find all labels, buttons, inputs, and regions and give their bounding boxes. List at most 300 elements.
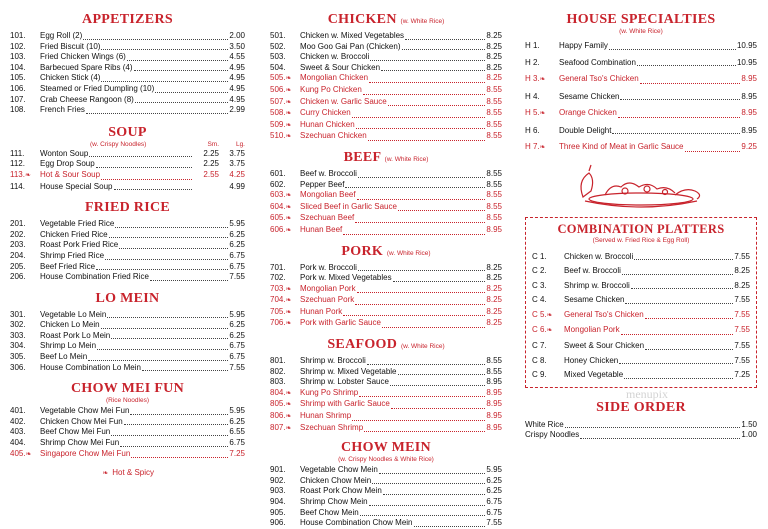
menu-item	[270, 63, 502, 74]
item-number: 102.	[10, 41, 26, 51]
item-number-text: 506.	[270, 84, 286, 94]
item-name: Three Kind of Meat in Garlic Sauce	[559, 142, 684, 151]
menu-item	[532, 279, 750, 294]
menu-item	[10, 406, 245, 417]
item-name: Egg Drop Soup	[40, 159, 95, 169]
item-price: 7.55	[229, 272, 245, 282]
item-name: Seafood Combination	[559, 57, 636, 67]
item-price-large: 3.75	[229, 159, 245, 169]
pork-subtitle: (w. White Rice)	[386, 249, 431, 257]
dot-leader	[405, 31, 485, 40]
item-number: H 6.	[525, 125, 540, 135]
item-price-small: 2.25	[203, 148, 219, 158]
pepper-icon: ❧	[285, 75, 292, 83]
dot-leader	[369, 73, 485, 83]
dot-leader	[622, 264, 734, 275]
dot-leader	[119, 240, 228, 249]
item-name: Chicken w. Garlic Sauce	[300, 96, 387, 106]
menu-item	[532, 308, 750, 324]
menu-item	[270, 120, 502, 132]
item-number: C 2.	[532, 266, 547, 276]
item-price: 8.55	[486, 96, 502, 106]
item-number	[270, 399, 300, 411]
menu-item	[10, 427, 245, 438]
item-price: 8.55	[486, 179, 502, 189]
menu-item	[270, 180, 502, 191]
dot-leader	[83, 31, 228, 40]
dot-leader	[88, 352, 228, 361]
menu-item	[532, 264, 750, 279]
item-number	[270, 108, 300, 120]
dot-leader	[130, 406, 228, 415]
soup-small-label: Sm.	[207, 140, 219, 148]
item-number	[270, 131, 300, 143]
menu-item	[10, 182, 245, 193]
menu-item	[270, 318, 502, 330]
dot-leader	[359, 388, 485, 398]
item-number: 402.	[10, 416, 26, 426]
item-number	[270, 73, 300, 85]
dot-leader	[619, 354, 733, 365]
item-price: 8.25	[486, 262, 502, 272]
item-price: 6.55	[229, 427, 245, 437]
item-number: 103.	[10, 52, 26, 62]
item-number: 305.	[10, 352, 26, 362]
dot-leader	[124, 417, 229, 426]
item-name: Crispy Noodles	[525, 430, 580, 440]
item-name: Vegetable Chow Mein	[300, 465, 378, 475]
item-price: 8.25	[486, 295, 502, 305]
chicken-list	[270, 31, 502, 143]
pepper-icon: ❧	[285, 133, 292, 141]
menu-item	[525, 430, 757, 441]
dot-leader	[105, 251, 228, 260]
dot-leader	[355, 213, 485, 223]
chow-mein-subtitle: (w. Crispy Noodles & White Rice)	[338, 456, 434, 464]
menu-item	[270, 508, 502, 519]
item-price: 8.95	[741, 91, 757, 101]
dot-leader	[381, 63, 485, 72]
item-price: 8.25	[486, 62, 502, 72]
item-name: Moo Goo Gai Pan (Chicken)	[300, 41, 401, 51]
item-name: Beef Fried Rice	[40, 261, 96, 271]
menu-item	[270, 190, 502, 202]
dot-leader	[621, 323, 734, 335]
dot-leader	[391, 399, 486, 409]
item-name: Sliced Beef in Garlic Sauce	[300, 201, 397, 211]
item-number	[270, 411, 300, 423]
dot-leader	[114, 182, 193, 191]
menu-item	[10, 52, 245, 63]
menu-item	[525, 139, 757, 157]
menu-item	[270, 42, 502, 53]
item-name: Szechuan Pork	[300, 295, 355, 305]
item-name: Chicken w. Broccoli	[564, 251, 634, 261]
dot-leader	[357, 284, 486, 294]
item-number-text: H 7.	[525, 142, 540, 151]
item-name: Fried Chicken Wings (6)	[40, 52, 126, 62]
item-number: 205.	[10, 261, 26, 271]
item-name: Curry Chicken	[300, 108, 351, 118]
item-name: Pork w. Broccoli	[300, 262, 357, 272]
item-name: Chicken Lo Mein	[40, 320, 100, 330]
item-name: Chicken w. Mixed Vegetables	[300, 31, 405, 40]
item-price: 6.25	[229, 330, 245, 340]
pork-title-text: PORK	[341, 243, 384, 259]
item-number: H 2.	[525, 57, 540, 67]
menu-item	[10, 262, 245, 273]
item-number-text: 605.	[270, 213, 286, 223]
soup-title: SOUP	[108, 124, 147, 140]
pepper-icon: ❧	[285, 226, 292, 234]
chow-mei-fun-list	[10, 406, 245, 460]
dot-leader	[367, 356, 486, 365]
item-number: 301.	[10, 309, 26, 319]
pepper-icon: ❧	[546, 311, 553, 319]
item-name: Vegetable Fried Rice	[40, 219, 115, 229]
pork-list	[270, 263, 502, 331]
item-number-text: H 5.	[525, 108, 540, 117]
item-number	[270, 318, 300, 330]
menu-item	[270, 273, 502, 284]
item-name: Mixed Vegetable	[564, 370, 624, 380]
appetizers-list	[10, 31, 245, 116]
item-name: Vegetable Lo Mein	[40, 309, 107, 319]
item-price: 7.55	[734, 341, 750, 351]
dot-leader	[343, 307, 485, 317]
item-number	[10, 170, 40, 182]
dot-leader	[96, 159, 192, 168]
item-name: Roast Pork Fried Rice	[40, 240, 119, 250]
menu-item	[270, 295, 502, 307]
soup-large-label: Lg.	[235, 140, 245, 148]
chicken-title-text: CHICKEN	[327, 12, 397, 27]
item-name: Shrimp w. Broccoli	[564, 280, 630, 290]
item-name: House Combination Lo Mein	[40, 362, 141, 372]
item-name: Fried Biscuit (10)	[40, 41, 101, 51]
item-price: 6.75	[229, 352, 245, 362]
item-name: Beef w. Broccoli	[564, 266, 621, 276]
menu-item	[270, 399, 502, 411]
item-name: Shrimp Chow Mein	[300, 497, 368, 506]
item-price: 8.25	[486, 283, 502, 293]
menu-item	[10, 310, 245, 321]
item-name: Chicken Chow Mein	[300, 475, 372, 485]
item-number	[270, 295, 300, 307]
menu-item	[270, 411, 502, 423]
dot-leader	[155, 84, 228, 93]
item-name: French Fries	[40, 105, 85, 115]
dot-leader	[625, 293, 733, 304]
food-dishes-icon	[525, 161, 757, 211]
item-number: C 1.	[532, 251, 547, 261]
dot-leader	[358, 169, 486, 178]
item-number: 801.	[270, 356, 286, 366]
item-number-text: 405.	[10, 448, 26, 458]
menu-item	[10, 159, 245, 170]
dot-leader	[101, 320, 229, 329]
menu-item	[270, 73, 502, 85]
item-name: Beef w. Broccoli	[300, 168, 357, 178]
menu-item	[270, 85, 502, 97]
pepper-icon: ❧	[102, 470, 109, 478]
item-name: Shrimp Fried Rice	[40, 250, 105, 260]
item-name: Beef Chow Mei Fun	[40, 427, 111, 437]
menu-item	[10, 320, 245, 331]
item-number: 304.	[10, 341, 26, 351]
item-price: 7.55	[229, 362, 245, 372]
dot-leader	[645, 308, 734, 320]
item-price-large: 4.25	[229, 169, 245, 179]
dot-leader	[645, 339, 733, 350]
item-name: Hunan Pork	[300, 306, 343, 316]
item-name: Sweet & Sour Chicken	[564, 341, 645, 351]
item-name: House Combination Fried Rice	[40, 272, 149, 282]
item-price: 8.25	[486, 52, 502, 62]
menu-item	[270, 518, 502, 529]
item-price: 7.55	[734, 325, 750, 335]
item-name: Mongolian Pork	[300, 283, 356, 293]
item-number: 803.	[270, 377, 286, 387]
item-name: Szechuan Shrimp	[300, 422, 364, 432]
item-price: 8.25	[486, 31, 502, 40]
item-price: 5.95	[229, 406, 245, 416]
item-number: 404.	[10, 438, 26, 448]
item-number-text: 804.	[270, 387, 286, 397]
dot-leader	[345, 180, 485, 189]
item-price: 8.55	[486, 356, 502, 366]
watermark: menupix	[626, 387, 668, 401]
dot-leader	[89, 149, 192, 158]
pepper-icon: ❧	[285, 192, 292, 200]
item-number	[270, 120, 300, 132]
item-name: Shrimp Lo Mein	[40, 341, 97, 351]
column-middle	[270, 0, 502, 529]
item-number-text: C 6.	[532, 325, 547, 335]
item-number: 203.	[10, 240, 26, 250]
item-number-text: 507.	[270, 96, 286, 106]
item-number: 901.	[270, 465, 286, 475]
item-price: 8.25	[734, 280, 750, 290]
item-price: 5.95	[486, 465, 502, 475]
fried-rice-list	[10, 219, 245, 283]
item-number-text: 510.	[270, 131, 286, 141]
item-number-text: 603.	[270, 190, 286, 200]
chow-mei-fun-title: CHOW MEI FUN	[70, 381, 184, 397]
dot-leader	[357, 190, 486, 200]
menu-item	[532, 293, 750, 308]
item-name: General Tso's Chicken	[559, 74, 639, 83]
item-price-large: 3.75	[229, 148, 245, 158]
menu-item	[532, 339, 750, 354]
dot-leader	[609, 38, 736, 50]
item-number: 403.	[10, 427, 26, 437]
item-price: 1.50	[741, 419, 757, 429]
item-number: 702.	[270, 273, 286, 283]
item-number	[525, 105, 559, 123]
appetizers-title: APPETIZERS	[82, 12, 173, 27]
item-price: 8.25	[486, 41, 502, 51]
item-price: 5.95	[229, 309, 245, 319]
dot-leader	[107, 310, 228, 319]
menu-item	[10, 31, 245, 42]
menu-item	[10, 341, 245, 352]
item-number-text: 606.	[270, 224, 286, 234]
food-illustration	[525, 161, 757, 211]
item-name: Singapore Chow Mei Fun	[40, 448, 131, 458]
dot-leader	[634, 250, 733, 261]
dot-leader	[620, 89, 740, 101]
dot-leader	[355, 295, 485, 305]
dot-leader	[370, 52, 485, 61]
item-name: Orange Chicken	[559, 108, 617, 117]
menu-item	[270, 52, 502, 63]
item-number: 802.	[270, 366, 286, 376]
item-number: 114.	[10, 181, 25, 191]
item-price: 8.25	[734, 266, 750, 276]
menu-item	[10, 272, 245, 283]
item-name: Hunan Beef	[300, 224, 343, 234]
item-name: Kung Po Shrimp	[300, 387, 359, 397]
item-price: 4.95	[229, 62, 245, 72]
dot-leader	[383, 486, 486, 495]
dot-leader	[580, 430, 740, 439]
dot-leader	[637, 55, 736, 67]
item-number-text: 704.	[270, 295, 286, 305]
menu-item	[10, 219, 245, 230]
menu-item	[10, 438, 245, 449]
item-price: 6.25	[486, 486, 502, 496]
item-number: 302.	[10, 320, 26, 330]
item-price: 7.55	[734, 251, 750, 261]
item-price: 8.55	[486, 366, 502, 376]
item-name: Honey Chicken	[564, 355, 619, 365]
item-price: 10.95	[736, 57, 757, 67]
item-name: Egg Roll (2)	[40, 31, 83, 40]
item-number: 206.	[10, 272, 26, 282]
item-price: 6.75	[229, 250, 245, 260]
item-number	[525, 71, 559, 89]
item-name: Mongolian Chicken	[300, 73, 369, 83]
beef-title-text: BEEF	[343, 149, 381, 165]
dot-leader	[101, 42, 228, 51]
pepper-icon: ❧	[539, 144, 546, 151]
item-number	[532, 308, 564, 324]
item-name: Szechuan Beef	[300, 213, 355, 223]
menu-item	[525, 55, 757, 72]
item-price: 8.25	[486, 273, 502, 283]
item-number: 202.	[10, 229, 26, 239]
item-name: Barbecued Spare Ribs (4)	[40, 62, 133, 72]
dot-leader	[364, 423, 485, 433]
menu-item	[525, 71, 757, 89]
dot-leader	[360, 508, 486, 517]
item-number: 502.	[270, 41, 286, 51]
item-name: Beef Chow Mein	[300, 507, 359, 517]
item-name: Pork w. Mixed Vegetables	[300, 273, 392, 283]
item-price-small: 2.55	[203, 169, 219, 179]
item-number: 108.	[10, 105, 26, 115]
pepper-icon: ❧	[285, 413, 292, 421]
dot-leader	[363, 85, 486, 95]
item-name: Roast Pork Chow Mein	[300, 486, 382, 496]
menu-item	[10, 417, 245, 428]
item-name: Pepper Beef	[300, 179, 345, 189]
item-number: H 4.	[525, 91, 540, 101]
item-name: Double Delight	[559, 125, 612, 135]
item-number	[10, 449, 40, 461]
item-name: Shrimp w. Broccoli	[300, 356, 366, 366]
menu-item	[10, 149, 245, 160]
item-number: 106.	[10, 83, 26, 93]
menu-item	[532, 354, 750, 369]
combination-list	[532, 250, 750, 383]
item-price: 8.55	[486, 119, 502, 129]
item-name: Chicken Stick (4)	[40, 73, 101, 83]
menu-item	[10, 352, 245, 363]
pork-title	[270, 244, 502, 260]
pepper-icon: ❧	[285, 98, 292, 106]
item-number: 306.	[10, 362, 26, 372]
item-price: 8.95	[741, 108, 757, 117]
item-price: 7.25	[229, 448, 245, 458]
chow-mein-title: CHOW MEIN	[341, 440, 431, 456]
beef-subtitle: (w. White Rice)	[384, 155, 429, 163]
dot-leader	[134, 63, 229, 72]
dot-leader	[382, 318, 486, 328]
dot-leader	[372, 476, 485, 485]
item-number: 107.	[10, 94, 26, 104]
dot-leader	[369, 497, 486, 506]
dot-leader	[127, 52, 229, 61]
item-price: 7.55	[486, 518, 502, 528]
item-name: Beef Lo Mein	[40, 352, 88, 362]
menu-item	[10, 105, 245, 116]
item-price-large: 4.99	[229, 181, 245, 191]
item-name: Chicken Chow Mei Fun	[40, 416, 123, 426]
item-name: Roast Pork Lo Mein	[40, 330, 111, 340]
seafood-title	[270, 337, 502, 353]
dot-leader	[358, 263, 486, 272]
dot-leader	[131, 449, 228, 459]
item-number: 201.	[10, 219, 26, 229]
menu-item	[270, 486, 502, 497]
item-price: 3.50	[229, 41, 245, 51]
item-name: Shrimp Chow Mei Fun	[40, 438, 120, 448]
menu-item	[270, 284, 502, 296]
item-number-text: 508.	[270, 108, 286, 118]
seafood-title-text: SEAFOOD	[327, 337, 398, 353]
item-name: Mongolian Beef	[300, 190, 356, 200]
seafood-subtitle: (w. White Rice)	[400, 343, 445, 351]
legend-text: Hot & Spicy	[112, 468, 155, 478]
item-number: 504.	[270, 62, 286, 72]
item-number-text: 706.	[270, 318, 286, 328]
menu-item	[10, 240, 245, 251]
item-number	[270, 190, 300, 202]
combination-platters-box	[525, 217, 757, 388]
pepper-icon: ❧	[285, 86, 292, 94]
menu-item	[10, 251, 245, 262]
fried-rice-title: FRIED RICE	[84, 200, 171, 216]
item-price: 7.55	[734, 295, 750, 305]
menu-item	[532, 323, 750, 339]
item-number: 112.	[10, 159, 25, 169]
dot-leader	[414, 518, 486, 527]
dot-leader	[685, 139, 741, 152]
dot-leader	[109, 230, 229, 239]
house-specialties-title: HOUSE SPECIALTIES	[566, 12, 716, 27]
